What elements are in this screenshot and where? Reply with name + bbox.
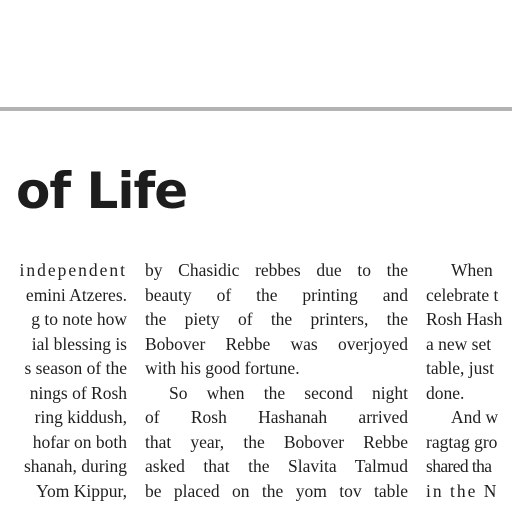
article-column-3	[426, 258, 512, 503]
text-line: done.	[426, 382, 465, 403]
text-line: Yom Kippur,	[36, 480, 127, 501]
text-line: a new set	[426, 333, 492, 354]
text-line: ial blessing is	[31, 333, 127, 354]
text-line: When	[451, 260, 493, 280]
text-line: ring kiddush,	[34, 407, 127, 427]
section-divider	[0, 107, 512, 111]
text-line: g to note how	[31, 309, 127, 329]
text-line: nings of Rosh	[29, 382, 127, 403]
text-line: table, just	[426, 358, 495, 378]
text-line: And w	[451, 407, 499, 427]
text-line: with his good fortune.	[145, 358, 300, 378]
text-line: independent	[19, 260, 127, 280]
text-line: So when the second night	[169, 382, 408, 403]
text-line: be placed on the yom tov table	[145, 480, 408, 501]
text-line: shared tha	[426, 456, 492, 476]
text-line: ragtag gro	[426, 431, 498, 452]
text-line: that year, the Bobover Rebbe	[145, 431, 408, 452]
text-line: emini Atzeres.	[25, 284, 127, 305]
text-line: in the N	[426, 480, 499, 501]
text-line: hofar on both	[32, 431, 127, 452]
text-line: celebrate t	[426, 284, 499, 305]
text-line: beauty of the printing and	[145, 284, 408, 305]
text-line: asked that the Slavita Talmud	[145, 456, 408, 476]
text-line: of Rosh Hashanah arrived	[145, 407, 408, 427]
text-line: by Chasidic rebbes due to the	[145, 260, 408, 280]
article-column-1	[0, 258, 127, 503]
article-headline: of Life	[16, 162, 188, 220]
text-line: Bobover Rebbe was overjoyed	[145, 333, 408, 354]
text-line: Rosh Hash	[426, 309, 503, 329]
text-line: s season of the	[24, 358, 127, 378]
text-line: the piety of the printers, the	[145, 309, 408, 329]
text-line: shanah, during	[23, 456, 127, 476]
article-column-2	[145, 258, 408, 503]
